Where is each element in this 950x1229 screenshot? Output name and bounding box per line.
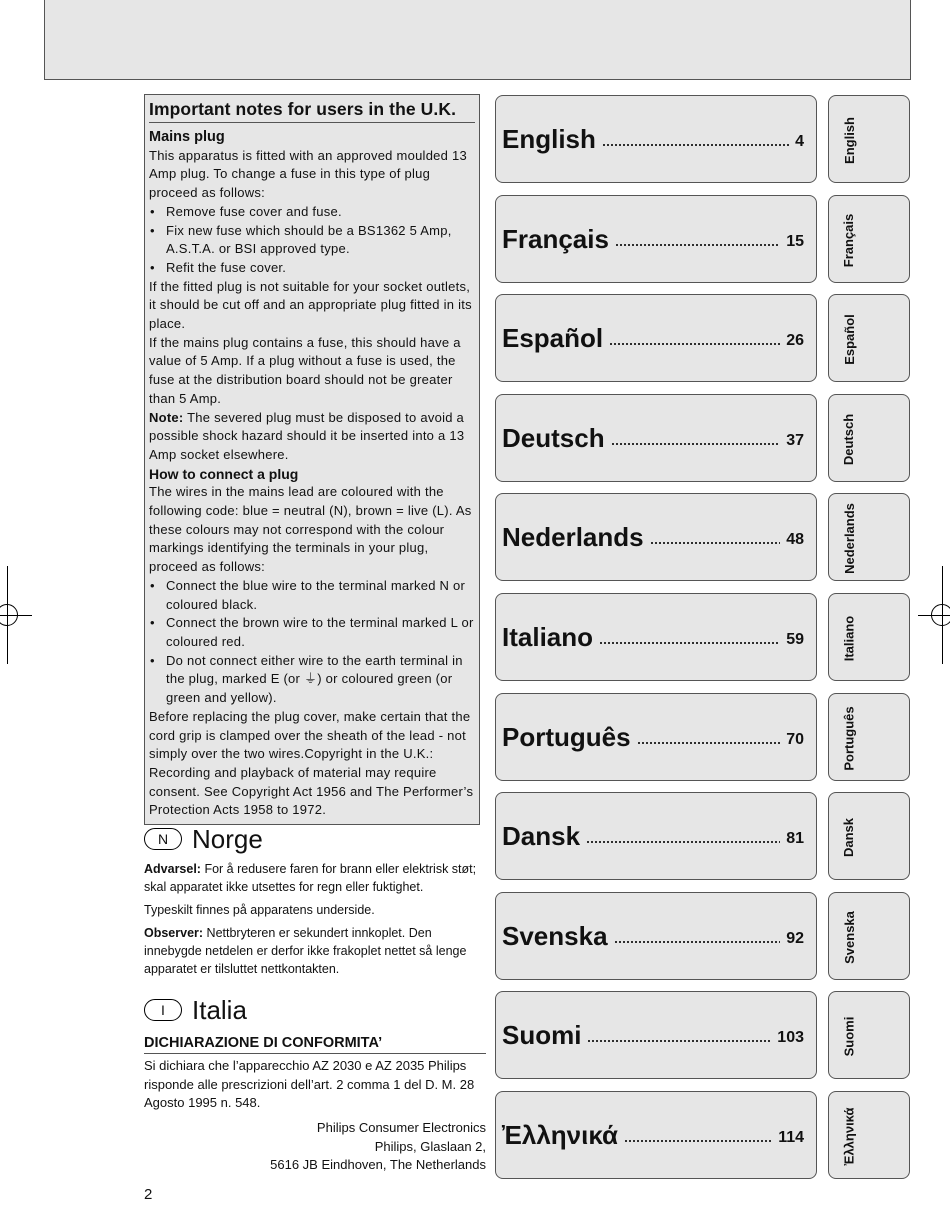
language-tab-label: Suomi bbox=[841, 1016, 857, 1056]
note-text: The severed plug must be disposed to avoid a possible shock hazard should it be inserted into a 13 Amp socket elsewhere. bbox=[149, 409, 465, 462]
wires-text: The wires in the mains lead are coloured with the following code: blue = neutral (N), brown = live (L). As these colours may not correspond with the colour markings identifying the terminals in your plug, proceed as follows: bbox=[149, 484, 472, 575]
advarsel-label: Advarsel: bbox=[144, 862, 201, 876]
connect-plug-heading: How to connect a plug bbox=[149, 465, 299, 482]
language-entry[interactable] bbox=[495, 991, 817, 1079]
fuse-step: • Refit the fuse cover. bbox=[149, 259, 475, 278]
language-page-number: 70 bbox=[786, 731, 804, 748]
language-entry[interactable] bbox=[495, 493, 817, 581]
observer-paragraph bbox=[144, 924, 484, 978]
language-entry[interactable] bbox=[495, 394, 817, 482]
norge-title: Norge bbox=[192, 824, 263, 854]
dot-leader bbox=[602, 144, 789, 146]
italia-header bbox=[144, 995, 247, 1025]
language-page-number: 81 bbox=[786, 830, 804, 847]
dot-leader bbox=[624, 1140, 772, 1142]
language-tab[interactable] bbox=[828, 892, 910, 980]
dot-leader bbox=[609, 343, 780, 345]
dot-leader bbox=[586, 841, 780, 843]
dot-leader bbox=[650, 542, 781, 544]
language-name: Nederlands bbox=[502, 521, 644, 552]
language-tab-inner bbox=[829, 594, 869, 681]
italia-heading: DICHIARAZIONE DI CONFORMITA’ bbox=[144, 1033, 486, 1054]
language-tab-inner bbox=[829, 793, 869, 880]
language-tab-label: Deutsch bbox=[841, 413, 857, 465]
closing-text: Before replacing the plug cover, make certain that the cord grip is clamped over the sheath of the lead - not simply over the two wires.Copyright in the U.K.: Recording and playback of material may require consent. See Copyright Act 1956 and The Performer’s Protection Acts 1958 to 1972. bbox=[149, 708, 474, 818]
plug-not-suitable-text: If the fitted plug is not suitable for your socket outlets, it should be cut off and an appropriate plug fitted in its place. bbox=[149, 278, 472, 332]
language-entry[interactable] bbox=[495, 593, 817, 681]
language-page-number: 26 bbox=[786, 332, 804, 349]
uk-notes-title: Important notes for users in the U.K. bbox=[149, 97, 475, 123]
language-page-number: 92 bbox=[786, 930, 804, 947]
language-tab[interactable] bbox=[828, 593, 910, 681]
language-tab-inner bbox=[829, 1092, 869, 1179]
language-entry[interactable] bbox=[495, 195, 817, 283]
note-label: Note: bbox=[149, 409, 184, 425]
language-tab[interactable] bbox=[828, 693, 910, 781]
italia-title: Italia bbox=[192, 995, 247, 1025]
italia-letter-badge: I bbox=[144, 999, 182, 1021]
language-tab[interactable] bbox=[828, 394, 910, 482]
language-entry[interactable] bbox=[495, 892, 817, 980]
dot-leader bbox=[599, 642, 780, 644]
language-tab-label: Ἐλληνικά bbox=[841, 1107, 857, 1165]
italia-text: Si dichiara che l’apparecchio AZ 2030 e AZ 2035 Philips risponde alle prescrizioni dell’art. 2 comma 1 del D. M. 28 Agosto 1995 n. 548. bbox=[144, 1058, 475, 1111]
dot-leader bbox=[587, 1040, 771, 1042]
mains-plug-heading: Mains plug bbox=[149, 129, 225, 145]
address-line: 5616 JB Eindhoven, The Netherlands bbox=[270, 1157, 486, 1173]
language-tab-label: Français bbox=[841, 213, 857, 267]
mains-plug-intro: This apparatus is fitted with an approved moulded 13 Amp plug. To change a fuse in this type of plug proceed as follows: bbox=[149, 147, 467, 201]
note-paragraph bbox=[149, 409, 475, 465]
manufacturer-address bbox=[230, 1119, 486, 1175]
language-tab[interactable] bbox=[828, 95, 910, 183]
language-tab-label: Italiano bbox=[841, 615, 857, 661]
language-tab-label: English bbox=[841, 116, 857, 164]
language-entry[interactable] bbox=[495, 1091, 817, 1179]
language-name: Deutsch bbox=[502, 422, 605, 453]
page-number: 2 bbox=[144, 1186, 153, 1203]
address-line: Philips, Glaslaan 2, bbox=[374, 1138, 486, 1154]
advarsel-text: For å redusere faren for brann eller elektrisk støt; skal apparatet ikke utsettes for regn eller fuktighet. bbox=[144, 862, 477, 894]
language-page-number: 37 bbox=[786, 432, 804, 449]
fuse-step: • Fix new fuse which should be a BS1362 5 Amp, A.S.T.A. or BSI approved type. bbox=[149, 222, 475, 259]
language-page-number: 103 bbox=[777, 1029, 804, 1046]
language-tab-inner bbox=[829, 96, 869, 183]
language-tab-inner bbox=[829, 992, 869, 1079]
language-tab[interactable] bbox=[828, 1091, 910, 1179]
language-name: Dansk bbox=[502, 820, 581, 851]
dot-leader bbox=[614, 941, 781, 943]
observer-label: Observer: bbox=[144, 926, 204, 940]
connect-step: • Connect the brown wire to the terminal marked L or coloured red. bbox=[149, 614, 475, 651]
language-tab[interactable] bbox=[828, 195, 910, 283]
language-page-number: 4 bbox=[795, 133, 804, 150]
header-band bbox=[44, 0, 911, 80]
language-entry[interactable] bbox=[495, 95, 817, 183]
language-name: Suomi bbox=[502, 1019, 582, 1050]
language-tab-inner bbox=[829, 295, 869, 382]
language-tab[interactable] bbox=[828, 792, 910, 880]
norge-text bbox=[144, 860, 484, 983]
language-entry[interactable] bbox=[495, 294, 817, 382]
language-page-number: 59 bbox=[786, 631, 804, 648]
language-tab-inner bbox=[829, 196, 869, 283]
connect-step: • Do not connect either wire to the earth terminal in the plug, marked E (or ⏚) or coloured green (or green and yellow). bbox=[149, 652, 475, 708]
language-tab-label: Português bbox=[841, 705, 857, 771]
language-entry[interactable] bbox=[495, 792, 817, 880]
language-tab-label: Dansk bbox=[841, 817, 857, 857]
fuse-step: • Remove fuse cover and fuse. bbox=[149, 203, 475, 222]
address-line: Philips Consumer Electronics bbox=[316, 1120, 486, 1135]
language-name: Português bbox=[502, 721, 631, 752]
registration-circle bbox=[931, 604, 950, 626]
language-entry[interactable] bbox=[495, 693, 817, 781]
norge-letter-badge: N bbox=[144, 828, 182, 850]
language-tab-label: Nederlands bbox=[841, 502, 857, 574]
language-tab[interactable] bbox=[828, 493, 910, 581]
language-name: English bbox=[502, 123, 596, 154]
language-tab-label: Svenska bbox=[841, 910, 857, 964]
language-tab-inner bbox=[829, 893, 869, 980]
observer-text: Nettbryteren er sekundert innkoplet. Den innebygde netdelen er derfor ikke frakoplet nettet så lenge apparatet er tilsluttet nettkontakten. bbox=[144, 926, 467, 976]
language-name: Ἐλληνικά bbox=[502, 1119, 618, 1150]
language-name: Svenska bbox=[502, 920, 608, 951]
registration-circle bbox=[0, 604, 18, 626]
dot-leader bbox=[615, 244, 780, 246]
advarsel-paragraph bbox=[144, 860, 484, 896]
language-name: Italiano bbox=[502, 621, 594, 652]
language-tab-inner bbox=[829, 395, 869, 482]
dot-leader bbox=[611, 443, 781, 445]
language-tab[interactable] bbox=[828, 991, 910, 1079]
language-page-number: 15 bbox=[786, 233, 804, 250]
dot-leader bbox=[637, 742, 781, 744]
language-page-number: 114 bbox=[778, 1129, 804, 1146]
connect-step: • Connect the blue wire to the terminal marked N or coloured black. bbox=[149, 577, 475, 614]
fuse-value-text: If the mains plug contains a fuse, this should have a value of 5 Amp. If a plug without a fuse is used, the fuse at the distribution board should not be greater than 5 Amp. bbox=[149, 334, 461, 406]
language-name: Español bbox=[502, 322, 604, 353]
uk-notes-box bbox=[144, 94, 480, 825]
language-tab-label: Español bbox=[841, 313, 857, 365]
language-name: Français bbox=[502, 223, 609, 254]
language-tab[interactable] bbox=[828, 294, 910, 382]
language-tab-inner bbox=[829, 694, 869, 781]
language-tab-inner bbox=[829, 494, 869, 581]
norge-header bbox=[144, 824, 263, 854]
language-page-number: 48 bbox=[786, 531, 804, 548]
typeskilt-text: Typeskilt finnes på apparatens underside. bbox=[144, 903, 375, 917]
